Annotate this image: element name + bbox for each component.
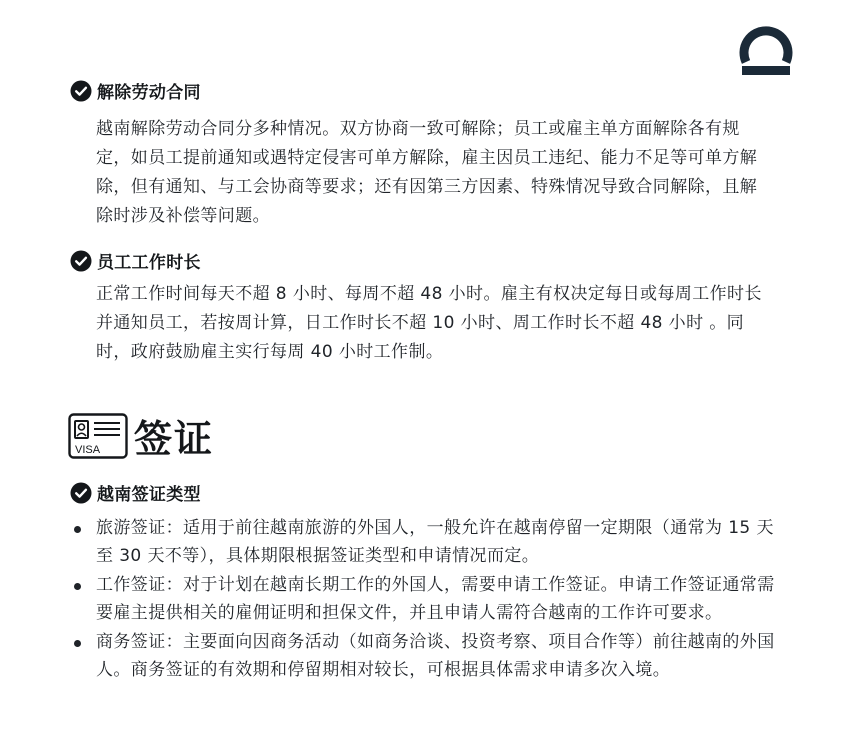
list-item bbox=[66, 628, 776, 684]
bullet bbox=[74, 583, 81, 590]
working-hours-body: 正常工作时间每天不超 8 小时、每周不超 48 小时。雇主有权决定每日或每周工作时长并通知员工，若按周计算，日工作时长不超 10 小时、周工作时长不超 48 小时 。同时，政府鼓励雇主实行每周 40 小时工作制。 bbox=[96, 284, 762, 362]
visa-type-tourist: 旅游签证：适用于前往越南旅游的外国人，一般允许在越南停留一定期限（通常为 15 天至 30 天不等），具体期限根据签证类型和申请情况而定。 bbox=[96, 518, 774, 566]
visa-type-work: 工作签证：对于计划在越南长期工作的外国人，需要申请工作签证。申请工作签证通常需要雇主提供相关的雇佣证明和担保文件，并且申请人需符合越南的工作许可要求。 bbox=[96, 575, 775, 623]
termination-heading bbox=[70, 78, 201, 103]
check-circle-icon bbox=[70, 250, 92, 272]
visa-icon-label: VISA bbox=[75, 443, 101, 456]
visa-types-title: 越南签证类型 bbox=[97, 485, 201, 505]
ring-logo bbox=[738, 22, 794, 78]
working-hours-title: 员工工作时长 bbox=[97, 253, 201, 273]
list-item bbox=[66, 571, 776, 627]
visa-section-heading bbox=[68, 408, 214, 463]
section-title: 签证 bbox=[134, 417, 215, 461]
working-hours-heading bbox=[70, 248, 201, 273]
bullet bbox=[74, 640, 81, 647]
visa-card-icon bbox=[68, 413, 128, 459]
termination-title: 解除劳动合同 bbox=[97, 83, 201, 103]
visa-type-business: 商务签证：主要面向因商务活动（如商务洽谈、投资考察、项目合作等）前往越南的外国人。商务签证的有效期和停留期相对较长，可根据具体需求申请多次入境。 bbox=[96, 632, 775, 680]
bullet bbox=[74, 526, 81, 533]
termination-body: 越南解除劳动合同分多种情况。双方协商一致可解除；员工或雇主单方面解除各有规定，如员工提前通知或遇特定侵害可单方解除，雇主因员工违纪、能力不足等可单方解除，但有通知、与工会协商等要求；还有因第三方因素、特殊情况导致合同解除，且解除时涉及补偿等问题。 bbox=[96, 119, 758, 226]
check-circle-icon bbox=[70, 80, 92, 102]
visa-types-list bbox=[66, 514, 776, 685]
list-item bbox=[66, 514, 776, 570]
check-circle-icon bbox=[70, 482, 92, 504]
visa-types-heading bbox=[70, 480, 201, 505]
